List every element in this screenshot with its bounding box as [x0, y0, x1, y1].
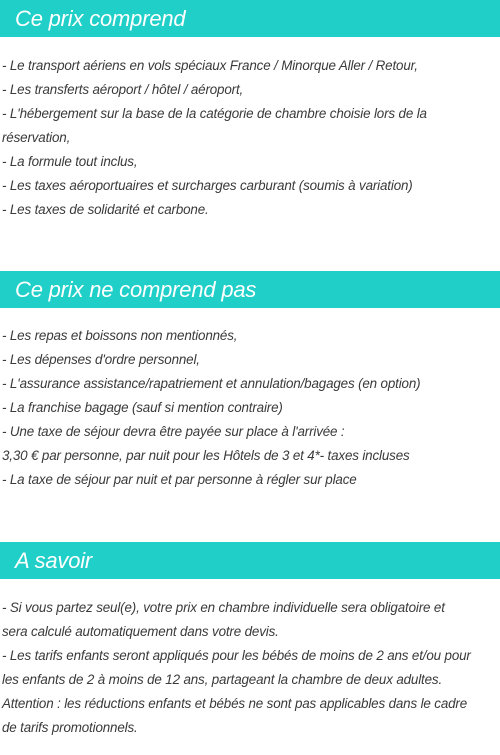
- list-item: - La formule tout inclus,: [2, 154, 138, 169]
- section-header: [0, 0, 500, 37]
- list-item: - La franchise bagage (sauf si mention contraire): [2, 400, 283, 415]
- list-item: - L'hébergement sur la base de la catégorie de chambre choisie lors de la: [2, 106, 427, 121]
- section-title: Ce prix comprend: [15, 5, 186, 31]
- section-title: Ce prix ne comprend pas: [15, 276, 257, 302]
- list-item: - L'assurance assistance/rapatriement et annulation/bagages (en option): [2, 376, 421, 391]
- section-header: [0, 542, 500, 579]
- section-title: A savoir: [15, 547, 93, 573]
- list-item: - La taxe de séjour par nuit et par personne à régler sur place: [2, 472, 357, 487]
- list-item: les enfants de 2 à moins de 12 ans, partageant la chambre de deux adultes.: [2, 672, 443, 687]
- list-item: Attention : les réductions enfants et bébés ne sont pas applicables dans le cadre: [2, 696, 468, 711]
- section-good-to-know: [0, 542, 500, 740]
- list-item: - Une taxe de séjour devra être payée sur place à l'arrivée :: [2, 424, 345, 439]
- list-item: 3,30 € par personne, par nuit pour les Hôtels de 3 et 4*- taxes incluses: [2, 448, 410, 463]
- list-item: - Les tarifs enfants seront appliqués pour les bébés de moins de 2 ans et/ou pour: [2, 648, 471, 663]
- section-price-includes: [0, 0, 500, 222]
- list-item: - Les repas et boissons non mentionnés,: [2, 328, 238, 343]
- list-item: sera calculé automatiquement dans votre devis.: [2, 624, 279, 639]
- section-header: [0, 271, 500, 308]
- list-item: de tarifs promotionnels.: [2, 720, 138, 735]
- list-item: - Les taxes de solidarité et carbone.: [2, 202, 209, 217]
- section-body: [0, 596, 500, 740]
- list-item: réservation,: [2, 130, 71, 145]
- section-body: [0, 324, 500, 492]
- list-item: - Le transport aériens en vols spéciaux France / Minorque Aller / Retour,: [2, 58, 418, 73]
- section-body: [0, 54, 500, 222]
- list-item: - Les transferts aéroport / hôtel / aéroport,: [2, 82, 244, 97]
- list-item: - Si vous partez seul(e), votre prix en chambre individuelle sera obligatoire et: [2, 600, 445, 615]
- list-item: - Les dépenses d'ordre personnel,: [2, 352, 200, 367]
- section-price-excludes: [0, 271, 500, 492]
- list-item: - Les taxes aéroportuaires et surcharges carburant (soumis à variation): [2, 178, 413, 193]
